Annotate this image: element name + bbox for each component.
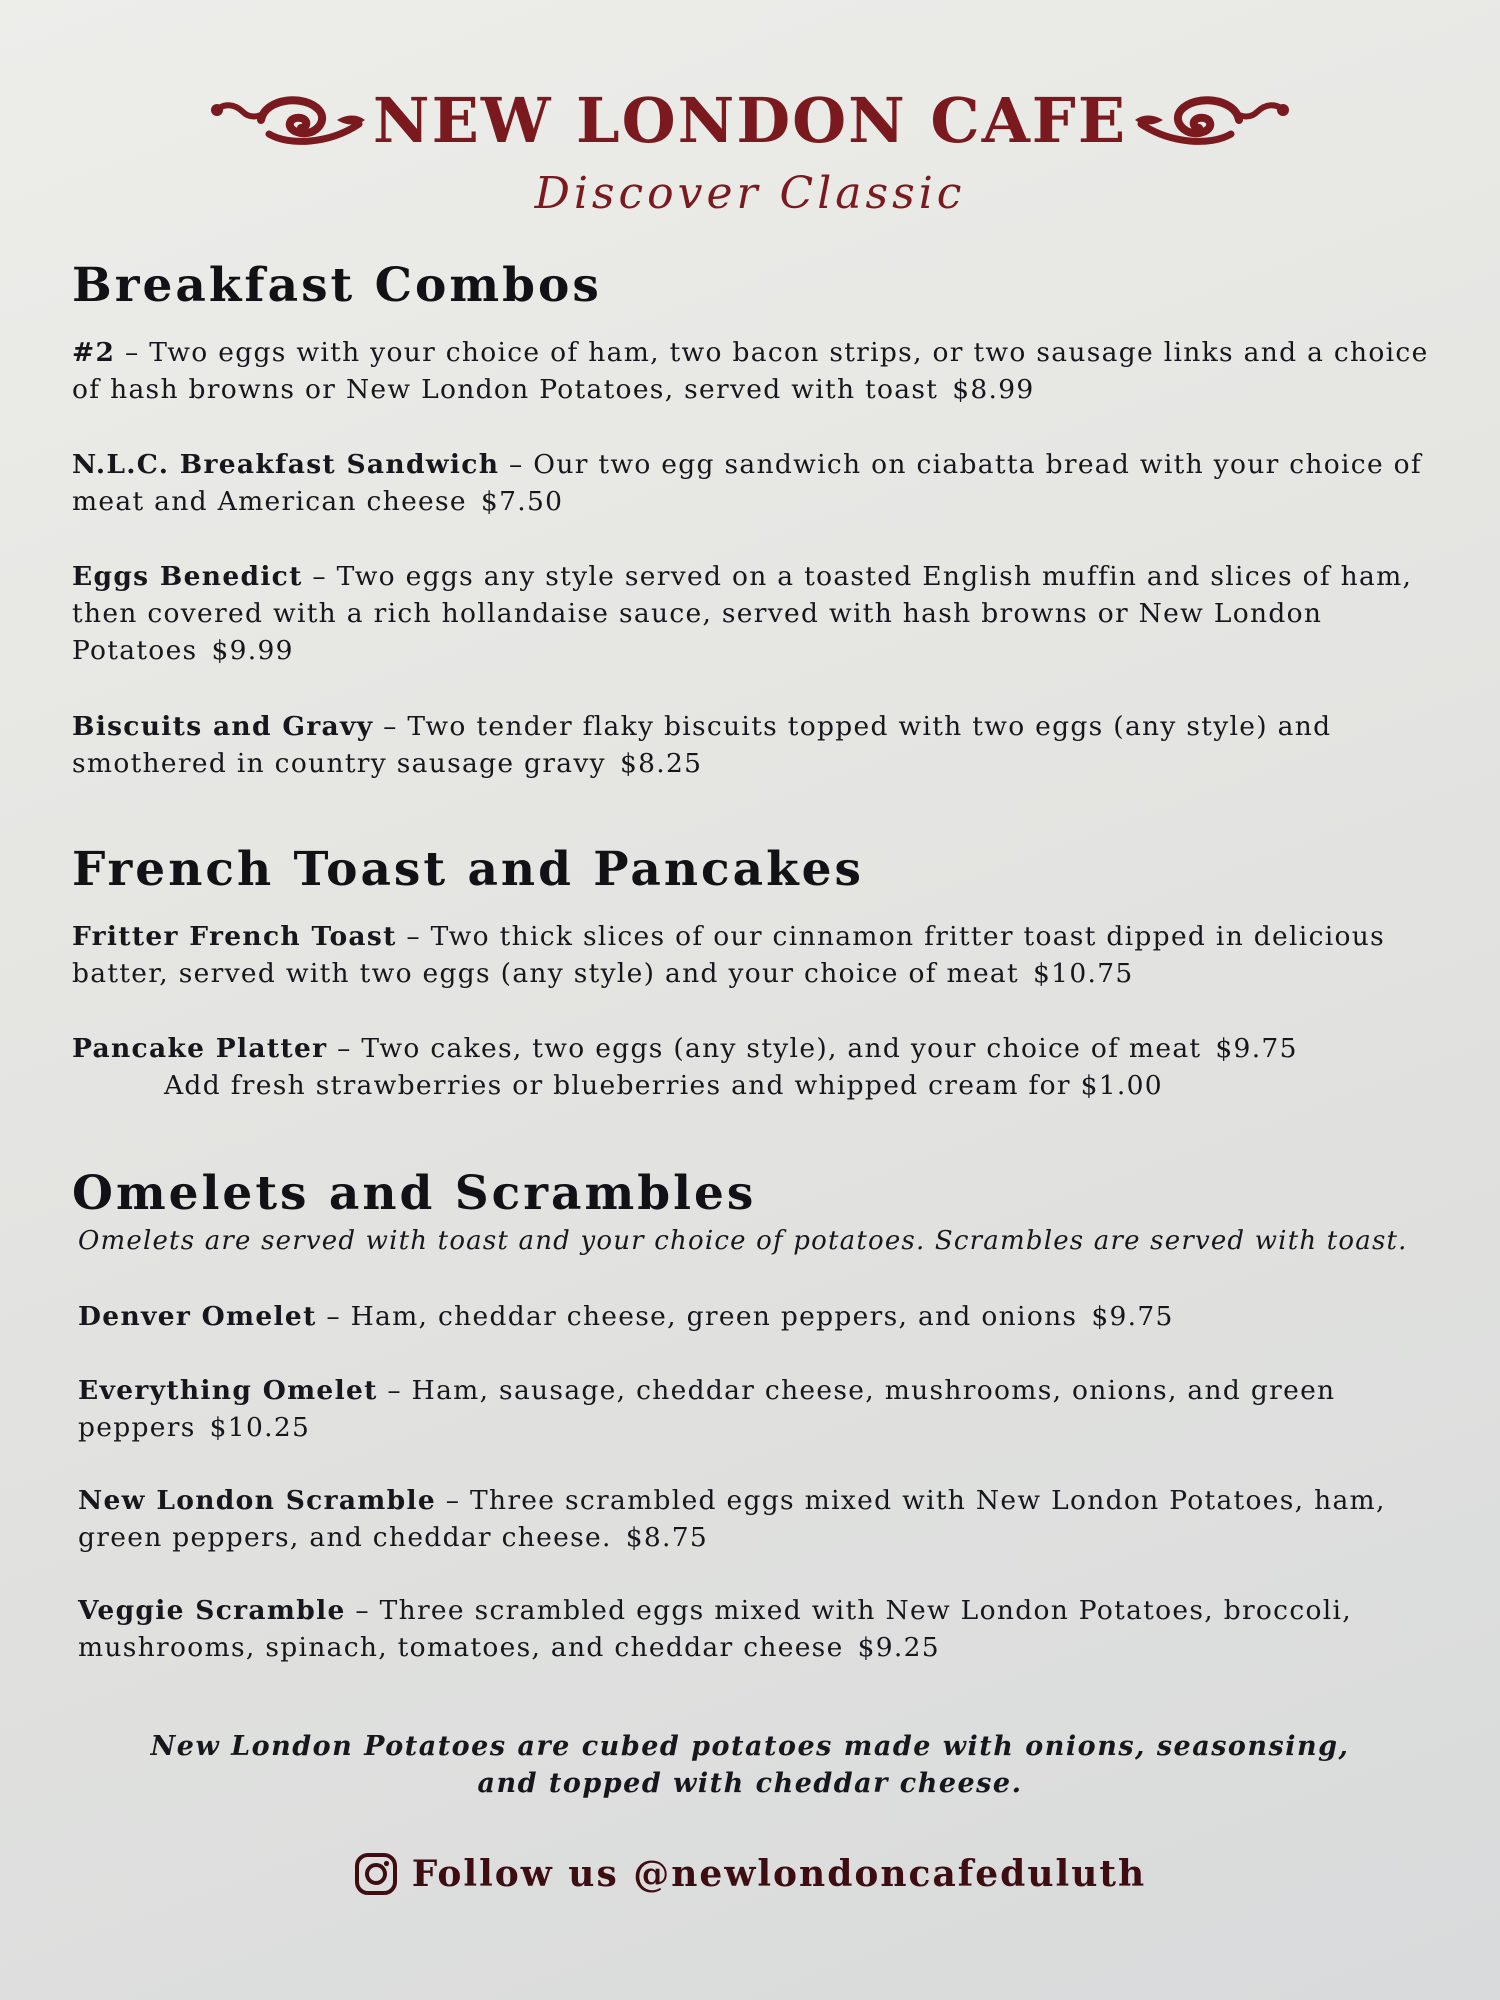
menu-item: Fritter French Toast – Two thick slices of our cinnamon fritter toast dipped in delicious batter, served with two eggs (any style) and your choice of meat $10.75 bbox=[72, 921, 1386, 989]
item-description: Ham, cheddar cheese, green peppers, and onions bbox=[350, 1301, 1078, 1332]
item-name: Fritter French Toast bbox=[72, 921, 397, 952]
item-description: Ham, sausage, cheddar cheese, mushrooms, onions, and green peppers bbox=[78, 1375, 1336, 1443]
left-flourish-icon bbox=[209, 90, 369, 150]
item-description: Two thick slices of our cinnamon fritter toast dipped in delicious batter, served with two eggs (any style) and your choice of meat bbox=[72, 921, 1386, 989]
item-description: Three scrambled eggs mixed with New London Potatoes, broccoli, mushrooms, spinach, tomatoes, and cheddar cheese bbox=[78, 1595, 1352, 1663]
menu-item: Eggs Benedict – Two eggs any style served on a toasted English muffin and slices of ham, then covered with a rich hollandaise sauce, served with hash browns or New London Potatoes $9.99 bbox=[72, 561, 1413, 666]
section-heading-french-toast: French Toast and Pancakes bbox=[72, 842, 865, 897]
item-name: Eggs Benedict bbox=[72, 561, 303, 592]
item-description: Two cakes, two eggs (any style), and your choice of meat bbox=[361, 1033, 1202, 1064]
item-name: Veggie Scramble bbox=[78, 1595, 346, 1626]
section-heading-breakfast-combos: Breakfast Combos bbox=[72, 258, 602, 313]
item-price: $8.25 bbox=[619, 748, 703, 779]
item-price: $7.50 bbox=[480, 486, 564, 517]
item-price: $10.25 bbox=[209, 1412, 311, 1443]
item-price: $9.75 bbox=[1091, 1301, 1174, 1332]
item-price: $9.25 bbox=[857, 1632, 940, 1663]
menu-header bbox=[0, 80, 1500, 219]
item-price: $9.99 bbox=[211, 635, 294, 666]
item-name: #2 bbox=[72, 337, 116, 368]
right-flourish-icon bbox=[1131, 90, 1291, 150]
menu-item: N.L.C. Breakfast Sandwich – Our two egg sandwich on ciabatta bread with your choice of meat and American cheese $7.50 bbox=[72, 449, 1423, 517]
menu-item: Biscuits and Gravy – Two tender flaky biscuits topped with two eggs (any style) and smothered in country sausage gravy $8.25 bbox=[72, 711, 1332, 779]
item-price: $9.75 bbox=[1215, 1033, 1298, 1064]
item-description: Two tender flaky biscuits topped with two eggs (any style) and smothered in country sausage gravy bbox=[72, 711, 1332, 779]
menu-item: Denver Omelet – Ham, cheddar cheese, green peppers, and onions $9.75 bbox=[78, 1301, 1174, 1332]
item-description: Two eggs with your choice of ham, two bacon strips, or two sausage links and a choice of hash browns or New London Potatoes, served with toast bbox=[72, 337, 1429, 405]
potatoes-footnote bbox=[0, 1728, 1500, 1802]
menu-item: Everything Omelet – Ham, sausage, cheddar cheese, mushrooms, onions, and green peppers $10.25 bbox=[78, 1375, 1336, 1443]
restaurant-name: NEW LONDON CAFE bbox=[372, 83, 1128, 157]
item-description: Our two egg sandwich on ciabatta bread with your choice of meat and American cheese bbox=[72, 449, 1423, 517]
item-name: Biscuits and Gravy bbox=[72, 711, 374, 742]
item-description: Two eggs any style served on a toasted English muffin and slices of ham, then covered with a rich hollandaise sauce, served with hash browns or New London Potatoes bbox=[72, 561, 1413, 666]
item-name: Denver Omelet bbox=[78, 1301, 317, 1332]
instagram-icon bbox=[354, 1852, 398, 1896]
footnote-line-1: New London Potatoes are cubed potatoes made with onions, seasonsing, bbox=[150, 1731, 1350, 1762]
item-name: N.L.C. Breakfast Sandwich bbox=[72, 449, 500, 480]
social-follow[interactable] bbox=[0, 1852, 1500, 1896]
menu-item: New London Scramble – Three scrambled eggs mixed with New London Potatoes, ham, green peppers, and cheddar cheese. $8.75 bbox=[78, 1485, 1386, 1553]
item-name: New London Scramble bbox=[78, 1485, 436, 1516]
instagram-handle[interactable]: Follow us @newlondoncafeduluth bbox=[411, 1853, 1147, 1895]
title-row bbox=[0, 80, 1500, 160]
item-description: Three scrambled eggs mixed with New London Potatoes, ham, green peppers, and cheddar cheese. bbox=[78, 1485, 1386, 1553]
item-addon: Add fresh strawberries or blueberries and whipped cream for $1.00 bbox=[164, 1070, 1163, 1101]
section-note: Omelets are served with toast and your choice of potatoes. Scrambles are served with toast. bbox=[78, 1226, 1408, 1256]
item-name: Everything Omelet bbox=[78, 1375, 378, 1406]
section-heading-omelets: Omelets and Scrambles bbox=[72, 1166, 757, 1221]
item-name: Pancake Platter bbox=[72, 1033, 328, 1064]
item-price: $10.75 bbox=[1033, 958, 1134, 989]
menu-item: Pancake Platter – Two cakes, two eggs (any style), and your choice of meat $9.75 Add fresh strawberries or blueberries and whipped cream for $1.00 bbox=[72, 1030, 1462, 1104]
menu-item: Veggie Scramble – Three scrambled eggs mixed with New London Potatoes, broccoli, mushrooms, spinach, tomatoes, and cheddar cheese $9.25 bbox=[78, 1595, 1352, 1663]
item-price: $8.75 bbox=[625, 1522, 709, 1553]
item-price: $8.99 bbox=[952, 374, 1035, 405]
tagline: Discover Classic bbox=[534, 168, 966, 219]
footnote-line-2: and topped with cheddar cheese. bbox=[477, 1768, 1023, 1799]
menu-item: #2 – Two eggs with your choice of ham, two bacon strips, or two sausage links and a choice of hash browns or New London Potatoes, served with toast $8.99 bbox=[72, 337, 1429, 405]
